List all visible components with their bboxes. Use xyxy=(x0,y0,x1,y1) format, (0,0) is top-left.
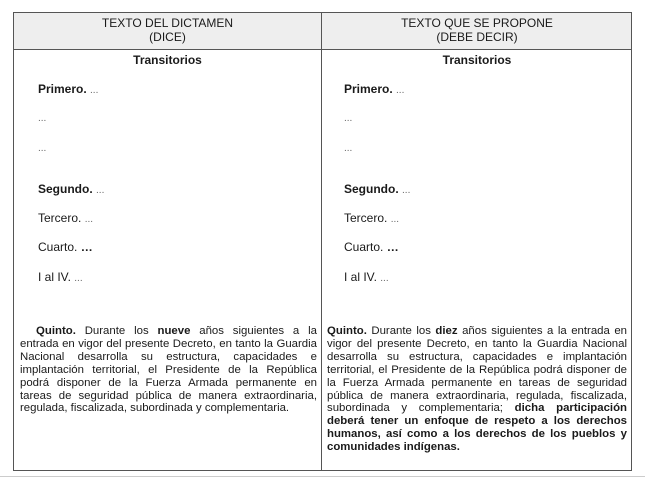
column-dice xyxy=(14,50,321,470)
item-primero: Primero. ... xyxy=(38,82,99,96)
item-cuarto: Cuarto. … xyxy=(38,240,93,254)
added-text: dicha participación deberá tener un enfoque de respeto a los derechos humanos, así como a los derechos de los pueblos y comunidades indígenas. xyxy=(327,402,628,454)
item-i-al-iv: I al IV. ... xyxy=(38,270,83,284)
item-i-al-iv: I al IV. ... xyxy=(344,270,389,284)
page-divider xyxy=(0,476,645,477)
header-debe-decir-title: TEXTO QUE SE PROPONE xyxy=(401,16,553,30)
header-dice-subtitle: (DICE) xyxy=(149,30,186,44)
section-title: Transitorios xyxy=(442,53,512,67)
ellipsis-line: ... xyxy=(38,143,47,154)
ellipsis-line: ... xyxy=(38,113,47,124)
table-header xyxy=(14,13,631,50)
quinto-paragraph-debe-decir: Quinto. Durante los diez años siguientes a la entrada en vigor del presente Decreto, en tanto la Guardia Nacional desarrolla su estructura, capacidades e implantación territorial, el Presidente de la República podrá disponer de la Fuerza Armada permanente en tareas de seguridad pública de manera extraordinaria, regulada, fiscalizada, subordinada y complementaria; dicha participación deberá tener un enfoque de respeto a los derechos humanos, así como a los derechos de los pueblos y comunidades indígenas. xyxy=(327,325,628,454)
item-cuarto: Cuarto. … xyxy=(344,240,399,254)
header-dice-title: TEXTO DEL DICTAMEN xyxy=(101,16,234,30)
ellipsis-line: ... xyxy=(344,143,353,154)
column-debe-decir xyxy=(322,50,632,470)
section-title: Transitorios xyxy=(133,53,202,67)
item-primero: Primero. ... xyxy=(344,82,405,96)
comparison-table xyxy=(13,12,632,471)
header-debe-decir xyxy=(322,16,632,44)
item-segundo: Segundo. ... xyxy=(38,182,105,196)
ellipsis-line: ... xyxy=(344,113,353,124)
item-segundo: Segundo. ... xyxy=(344,182,411,196)
quinto-paragraph-dice: Quinto. Durante los nueve años siguientes a la entrada en vigor del presente Decreto, en tanto la Guardia Nacional desarrolla su estructura, capacidades e implantación territorial, el Presidente de la República podrá disponer de la Fuerza Armada permanente en tareas de seguridad pública de manera extraordinaria, regulada, fiscalizada, subordinada y complementaria. xyxy=(20,325,317,415)
item-tercero: Tercero. ... xyxy=(344,211,400,225)
header-debe-decir-subtitle: (DEBE DECIR) xyxy=(436,30,518,44)
item-tercero: Tercero. ... xyxy=(38,211,94,225)
header-dice xyxy=(14,16,321,44)
